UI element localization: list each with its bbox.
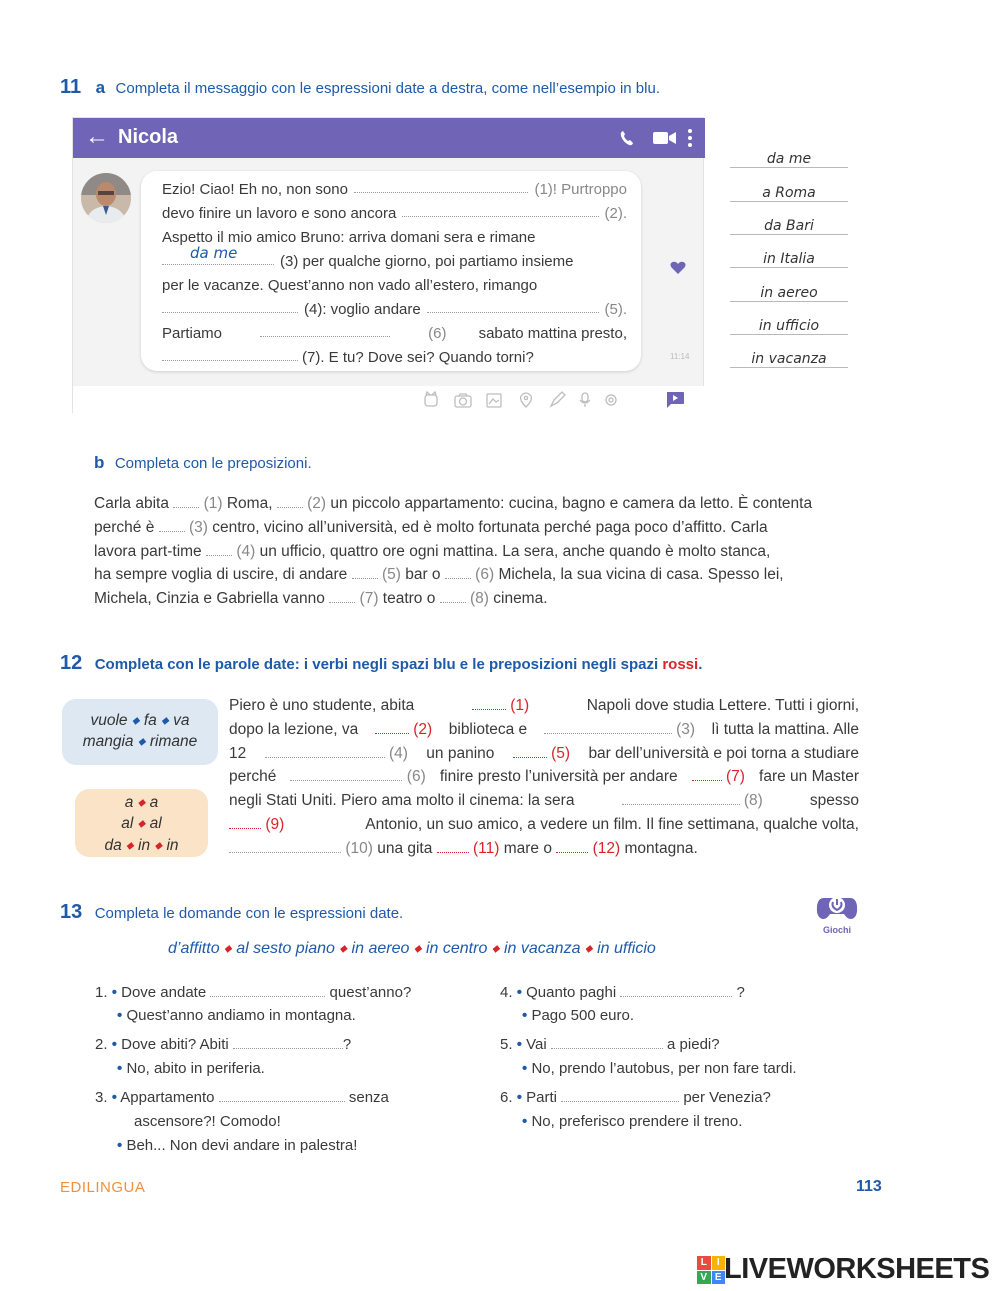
blank[interactable] — [551, 1037, 663, 1049]
publisher-name: EDILINGUA — [60, 1179, 146, 1196]
word-option: a Roma — [730, 185, 848, 202]
gamepad-icon — [814, 890, 860, 922]
ex11b-letter: b — [94, 453, 105, 472]
chat-line-2: devo finire un lavoro e sono ancora (2). — [162, 205, 627, 222]
blank-4[interactable] — [162, 301, 298, 313]
blank[interactable] — [445, 567, 471, 579]
chat-contact-name: Nicola — [118, 126, 179, 148]
ex11a-letter: a — [95, 78, 106, 97]
red-blank[interactable] — [513, 746, 547, 758]
blank-6[interactable] — [260, 325, 390, 337]
ex12-text — [229, 694, 859, 861]
ex12-heading — [60, 652, 702, 675]
blank[interactable] — [277, 496, 303, 508]
toolbar-icons — [423, 391, 653, 409]
blank[interactable] — [210, 985, 325, 997]
word-option: in ufficio — [730, 318, 848, 335]
blue-blank[interactable] — [622, 793, 740, 805]
blue-blank[interactable] — [544, 722, 672, 734]
more-options-icon[interactable] — [687, 128, 693, 148]
verbs-box: vuole ◆ fa ◆ va mangia ◆ rimane — [62, 699, 218, 765]
chat-line-4: da me (3) per qualche giorno, poi partiamo insieme — [162, 253, 627, 270]
video-call-icon[interactable] — [653, 131, 677, 145]
ex13-number: 13 — [60, 901, 83, 923]
example-answer: da me — [190, 244, 238, 262]
ex13-expressions: d’affitto ◆ al sesto piano ◆ in aereo ◆ in centro ◆ in vacanza ◆ in ufficio — [168, 940, 656, 957]
blank-2[interactable] — [402, 205, 598, 217]
text-line: perché è (3) centro, vicino all’università, ed è molto fortunata perché paga poco d’affitto. Carla — [94, 518, 768, 536]
ex11-number: 11 — [60, 76, 82, 98]
red-blank[interactable] — [437, 841, 469, 853]
liveworksheets-badge: L I V E — [697, 1256, 725, 1284]
question-3-cont: ascensore?! Comodo! — [134, 1113, 281, 1130]
answer-1: • Quest’anno andiamo in montagna. — [117, 1007, 356, 1024]
blank[interactable] — [561, 1090, 679, 1102]
ex13-heading — [60, 901, 403, 924]
word-option: da me — [730, 151, 848, 168]
ex11b-heading — [94, 453, 312, 473]
ex12-number: 12 — [60, 652, 83, 674]
ex11b-text — [94, 492, 859, 611]
message-bubble — [141, 171, 641, 371]
blank[interactable] — [159, 520, 185, 532]
red-blank[interactable] — [556, 841, 588, 853]
chat-toolbar — [73, 386, 705, 414]
phone-icon[interactable] — [619, 129, 635, 147]
blank[interactable] — [219, 1090, 345, 1102]
blue-blank[interactable] — [290, 769, 402, 781]
question-1: 1. • Dove andate quest’anno? — [95, 984, 412, 1001]
blank-5[interactable] — [427, 301, 599, 313]
text-line: Piero è uno studente, abita (1) Napoli dove studia Lettere. Tutti i giorni, — [229, 697, 859, 714]
answer-5: • No, prendo l’autobus, per non fare tardi. — [522, 1060, 797, 1077]
blank-7[interactable] — [162, 349, 298, 361]
red-blank[interactable] — [375, 722, 409, 734]
ex12-instruction: Completa con le parole date: i verbi negli spazi blu e le preposizioni negli spazi rossi. — [94, 656, 703, 673]
word-option: in Italia — [730, 251, 848, 268]
games-badge-label: Giochi — [822, 925, 851, 935]
text-line: Michela, Cinzia e Gabriella vanno (7) teatro o (8) cinema. — [94, 590, 548, 608]
blank[interactable] — [233, 1037, 343, 1049]
back-arrow-icon[interactable]: ← — [85, 123, 109, 150]
question-5: 5. • Vai a piedi? — [500, 1036, 720, 1053]
chat-line-7: Partiamo (6) sabato mattina presto, — [162, 325, 627, 342]
chat-header — [73, 118, 705, 158]
red-blank[interactable] — [692, 769, 722, 781]
blue-blank[interactable] — [265, 746, 385, 758]
games-badge[interactable] — [812, 890, 862, 934]
chat-line-5: per le vacanze. Quest’anno non vado all’estero, rimango — [162, 277, 538, 294]
blank[interactable] — [206, 544, 232, 556]
chat-line-8: (7). E tu? Dove sei? Quando torni? — [162, 349, 627, 366]
answer-3: • Beh... Non devi andare in palestra! — [117, 1137, 358, 1154]
text-line: ha sempre voglia di uscire, di andare (5) bar o (6) Michela, la sua vicina di casa. Spesso lei, — [94, 566, 784, 584]
ex11-heading — [60, 76, 660, 99]
blank[interactable] — [620, 985, 732, 997]
red-blank[interactable] — [472, 698, 506, 710]
liveworksheets-logo: LIVEWORKSHEETS — [724, 1253, 990, 1285]
answer-2: • No, abito in periferia. — [117, 1060, 265, 1077]
answer-6: • No, preferisco prendere il treno. — [522, 1113, 743, 1130]
text-line: negli Stati Uniti. Piero ama molto il cinema: la sera (8) spesso — [229, 792, 859, 810]
word-option: in vacanza — [730, 351, 848, 368]
blank[interactable] — [352, 567, 378, 579]
question-3: 3. • Appartamento senza — [95, 1089, 389, 1106]
answer-4: • Pago 500 euro. — [522, 1007, 635, 1024]
question-2: 2. • Dove abiti? Abiti ? — [95, 1036, 352, 1053]
avatar — [81, 173, 131, 223]
question-6: 6. • Parti per Venezia? — [500, 1089, 771, 1106]
word-option: da Bari — [730, 218, 848, 235]
red-blank[interactable] — [229, 817, 261, 829]
text-line: lavora part-time (4) un ufficio, quattro ore ogni mattina. La sera, anche quando è molto stanca, — [94, 542, 771, 560]
ex11a-instruction: Completa il messaggio con le espressioni date a destra, come nell’esempio in blu. — [115, 80, 660, 97]
chat-line-6: (4): voglio andare (5). — [162, 301, 627, 318]
text-line: 12 (4) un panino (5) bar dell’università e poi torna a studiare — [229, 744, 859, 762]
page-number: 113 — [856, 1178, 882, 1195]
blank[interactable] — [329, 591, 355, 603]
text-line: (10) una gita (11) mare o (12) montagna. — [229, 837, 859, 861]
chat-window — [72, 117, 704, 413]
blank-1[interactable] — [354, 181, 528, 193]
prepositions-box: a ◆ a al ◆ al da ◆ in ◆ in — [75, 789, 208, 857]
blank[interactable] — [173, 496, 199, 508]
blank-3[interactable] — [162, 244, 274, 265]
text-line: perché (6) finire presto l’università per andare (7) fare un Master — [229, 768, 859, 786]
question-4: 4. • Quanto paghi ? — [500, 984, 745, 1001]
send-icon[interactable] — [665, 390, 685, 409]
text-line: dopo la lezione, va (2) biblioteca e (3) lì tutta la mattina. Alle — [229, 720, 859, 738]
word-option: in aereo — [730, 285, 848, 302]
message-time: 11:14 — [670, 352, 690, 361]
chat-line-1: Ezio! Ciao! Eh no, non sono (1)! Purtroppo — [162, 181, 627, 198]
heart-icon[interactable] — [670, 261, 686, 275]
blue-blank[interactable] — [229, 841, 341, 853]
blank[interactable] — [440, 591, 466, 603]
ex13-instruction: Completa le domande con le espressioni date. — [94, 905, 404, 922]
text-line: (9) Antonio, un suo amico, a vedere un film. Il fine settimana, qualche volta, — [229, 813, 859, 837]
text-line: Carla abita (1) Roma, (2) un piccolo appartamento: cucina, bagno e camera da letto. È contenta — [94, 495, 813, 512]
ex11b-instruction: Completa con le preposizioni. — [114, 455, 312, 472]
chat-line-3: Aspetto il mio amico Bruno: arriva domani sera e rimane — [162, 229, 536, 246]
